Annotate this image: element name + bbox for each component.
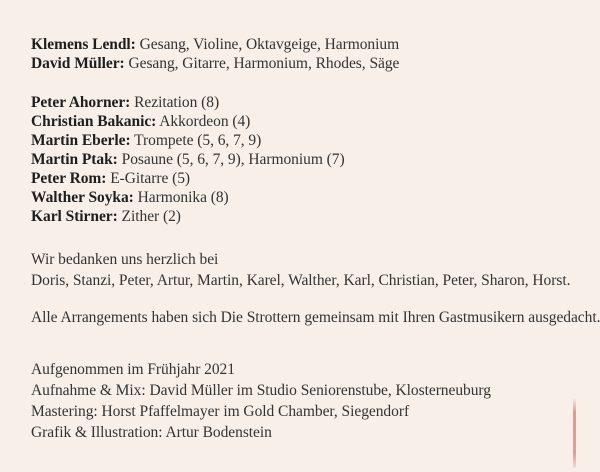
guest-musicians xyxy=(31,93,576,226)
guest-role: Zither (2) xyxy=(117,208,181,225)
guest-role: Akkordeon (4) xyxy=(156,113,251,130)
credit-line: Mastering: Horst Pfaffelmayer im Gold Chamber, Siegendorf xyxy=(31,403,410,420)
guest-name: Walther Soyka: xyxy=(31,189,134,206)
credit-line: Aufnahme & Mix: David Müller im Studio Seniorenstube, Klosterneuburg xyxy=(31,382,491,399)
guest-line xyxy=(31,150,576,169)
guest-line xyxy=(31,131,576,150)
guest-role: E-Gitarre (5) xyxy=(106,170,191,187)
page-edge-mark xyxy=(573,398,576,468)
guest-name: Peter Rom: xyxy=(31,170,107,187)
credit-line: Aufgenommen im Frühjahr 2021 xyxy=(31,361,235,378)
member-line xyxy=(31,54,576,73)
member-role: Gesang, Gitarre, Harmonium, Rhodes, Säge xyxy=(124,55,400,72)
production-credits xyxy=(31,359,576,443)
arrangements-section xyxy=(31,307,600,328)
guest-line xyxy=(31,93,576,112)
core-members xyxy=(31,35,576,73)
guest-role: Harmonika (8) xyxy=(133,189,229,206)
guest-role: Trompete (5, 6, 7, 9) xyxy=(130,132,262,149)
guest-line xyxy=(31,112,576,131)
member-role: Gesang, Violine, Oktavgeige, Harmonium xyxy=(135,36,400,53)
guest-role: Posaune (5, 6, 7, 9), Harmonium (7) xyxy=(117,151,345,168)
guest-line xyxy=(31,207,576,226)
credit-line: Grafik & Illustration: Artur Bodenstein xyxy=(31,424,272,441)
guest-name: Christian Bakanic: xyxy=(31,113,157,130)
guest-name: Karl Stirner: xyxy=(31,208,118,225)
guest-name: Peter Ahorner: xyxy=(31,94,131,111)
guest-role: Rezitation (8) xyxy=(130,94,220,111)
thanks-names: Doris, Stanzi, Peter, Artur, Martin, Karel, Walther, Karl, Christian, Peter, Sharon, Horst. xyxy=(31,272,571,289)
member-name: Klemens Lendl: xyxy=(31,36,136,53)
guest-name: Martin Ptak: xyxy=(31,151,118,168)
guest-line xyxy=(31,188,576,207)
guest-name: Martin Eberle: xyxy=(31,132,131,149)
thanks-section xyxy=(31,249,576,291)
guest-line xyxy=(31,169,576,188)
member-name: David Müller: xyxy=(31,55,125,72)
member-line xyxy=(31,35,576,54)
arrangements-note: Alle Arrangements haben sich Die Strottern gemeinsam mit Ihren Gastmusikern ausgedacht. xyxy=(31,309,600,326)
thanks-intro: Wir bedanken uns herzlich bei xyxy=(31,251,219,268)
